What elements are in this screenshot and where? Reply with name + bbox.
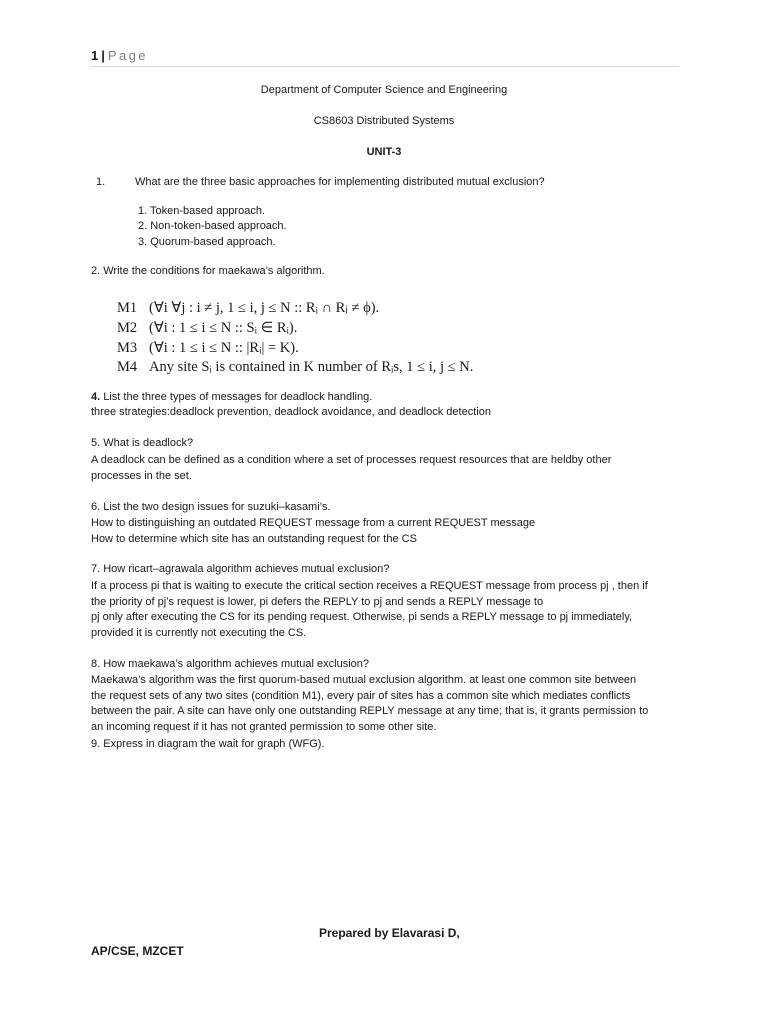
q1-answer-3: 3. Quorum-based approach. <box>138 236 276 248</box>
condition-label: M2 <box>117 320 138 336</box>
answer-line: pj only after executing the CS for its pending request. Otherwise, pi sends a REPLY message to pj immediately, <box>91 611 633 623</box>
course-title: CS8603 Distributed Systems <box>313 115 455 127</box>
condition-text: (∀i : 1 ≤ i ≤ N :: Sᵢ ∈ Rᵢ). <box>149 320 298 336</box>
answer-line: processes in the set. <box>91 469 192 482</box>
q1-question: What are the three basic approaches for implementing distributed mutual exclusion? <box>135 176 545 188</box>
answer-line: How to determine which site has an outstanding request for the CS <box>91 532 417 545</box>
q9-question: 9. Express in diagram the wait for graph (WFG). <box>91 738 325 750</box>
q5-question: 5. What is deadlock? <box>91 437 194 449</box>
answer-line: an incoming request if it has not granted permission to some other site. <box>91 720 437 733</box>
q8-answer <box>91 673 677 735</box>
condition-label: M4 <box>117 359 138 375</box>
answer-line: between the pair. A site can have only one outstanding REPLY message at any time; that is, it grants permission to <box>91 705 649 717</box>
condition-m1 <box>117 300 379 317</box>
condition-text: Any site Sᵢ is contained in K number of Rᵢs, 1 ≤ i, j ≤ N. <box>149 359 474 375</box>
page-number: 1 <box>91 48 99 63</box>
answer-line: If a process pi that is waiting to execute the critical section receives a REQUEST message from process pj , then if <box>91 580 648 592</box>
q2-question: 2. Write the conditions for maekawa’s algorithm. <box>91 265 325 277</box>
q4-question-text: List the three types of messages for deadlock handling. <box>100 391 373 403</box>
answer-line: provided it is currently not executing the CS. <box>91 626 307 639</box>
answer-line: the priority of pj’s request is lower, pi defers the REPLY to pj and sends a REPLY message to <box>91 595 544 608</box>
q4-question <box>91 390 372 406</box>
q7-answer <box>91 579 677 641</box>
condition-m2 <box>117 320 297 337</box>
q1-answer-1: 1. Token-based approach. <box>138 205 265 217</box>
q1-answer-2: 2. Non-token-based approach. <box>138 220 287 232</box>
page-separator: | <box>101 48 105 63</box>
q6-question: 6. List the two design issues for suzuki–kasami’s. <box>91 501 331 513</box>
answer-line: Maekawa’s algorithm was the first quorum-based mutual exclusion algorithm. at least one common site between <box>91 674 637 686</box>
unit-title: UNIT-3 <box>366 146 402 158</box>
q4-number: 4. <box>91 391 101 403</box>
q6-answer <box>91 516 677 547</box>
condition-text: (∀i ∀j : i ≠ j, 1 ≤ i, j ≤ N :: Rᵢ ∩ Rⱼ ≠ ϕ). <box>149 300 380 316</box>
answer-line: A deadlock can be defined as a condition where a set of processes request resources that are heldby other <box>91 454 612 466</box>
condition-text: (∀i : 1 ≤ i ≤ N :: |Rᵢ| = K). <box>149 340 299 356</box>
q5-answer <box>91 453 677 484</box>
q7-question: 7. How ricart–agrawala algorithm achieves mutual exclusion? <box>91 563 390 575</box>
department-title: Department of Computer Science and Engineering <box>260 84 508 96</box>
page-word: Page <box>107 48 148 63</box>
q8-question: 8. How maekawa’s algorithm achieves mutual exclusion? <box>91 658 369 670</box>
designation: AP/CSE, MZCET <box>91 944 184 958</box>
condition-m3 <box>117 340 299 357</box>
prepared-by: Prepared by Elavarasi D, <box>319 926 460 940</box>
answer-line: How to distinguishing an outdated REQUEST message from a current REQUEST message <box>91 517 536 529</box>
condition-label: M3 <box>117 340 138 356</box>
condition-m4 <box>117 359 473 376</box>
condition-label: M1 <box>117 300 138 316</box>
q1-number: 1. <box>96 176 106 188</box>
q4-answer: three strategies:deadlock prevention, deadlock avoidance, and deadlock detection <box>91 406 491 418</box>
page-header <box>91 47 679 67</box>
answer-line: the request sets of any two sites (condition M1), every pair of sites has a common site which mediates conflicts <box>91 689 631 702</box>
